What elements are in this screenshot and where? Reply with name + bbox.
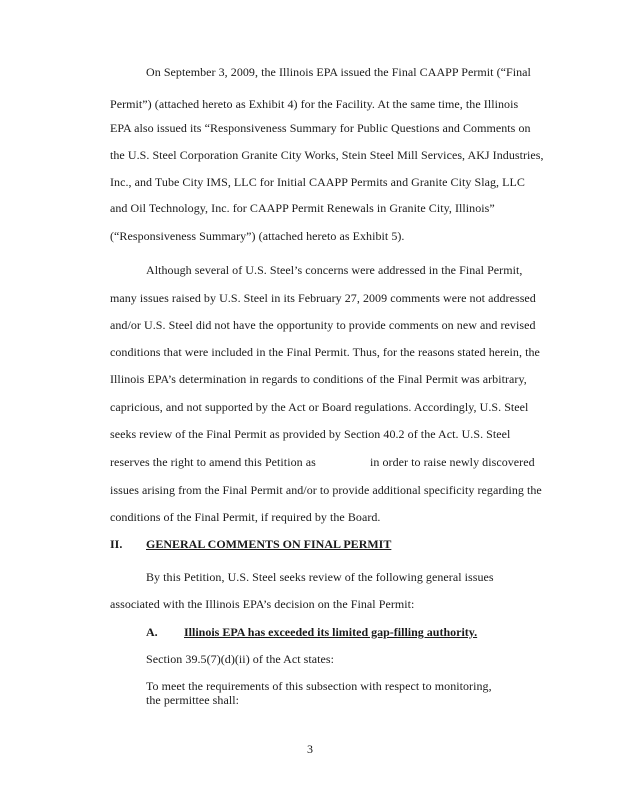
block-quote-line-1: To meet the requirements of this subsection with respect to monitoring, (146, 679, 492, 693)
paragraph-1-line-6: and Oil Technology, Inc. for CAAPP Permit Renewals in Granite City, Illinois” (110, 201, 495, 215)
subheading-letter: A. (146, 625, 158, 639)
paragraph-2-line-6: capricious, and not supported by the Act or Board regulations. Accordingly, U.S. Steel (110, 400, 529, 414)
paragraph-4: Section 39.5(7)(d)(ii) of the Act states: (146, 652, 335, 666)
subheading-title: Illinois EPA has exceeded its limited gap-filling authority. (184, 625, 478, 639)
section-number: II. (110, 537, 123, 551)
paragraph-1-line-4: the U.S. Steel Corporation Granite City Works, Stein Steel Mill Services, AKJ Industries, (110, 148, 544, 162)
paragraph-2-line-9: issues arising from the Final Permit and/or to provide additional specificity regarding the (110, 483, 542, 497)
paragraph-3-line-2: associated with the Illinois EPA’s decision on the Final Permit: (110, 597, 415, 611)
paragraph-2-line-4: conditions that were included in the Final Permit. Thus, for the reasons stated herein, the (110, 345, 540, 359)
paragraph-2-line-1: Although several of U.S. Steel’s concerns were addressed in the Final Permit, (146, 263, 523, 277)
paragraph-3-line-1: By this Petition, U.S. Steel seeks review of the following general issues (146, 570, 494, 584)
block-quote-line-2: the permittee shall: (146, 693, 239, 707)
paragraph-1-line-7: (“Responsiveness Summary”) (attached hereto as Exhibit 5). (110, 229, 405, 243)
paragraph-1-line-2: Permit”) (attached hereto as Exhibit 4) for the Facility. At the same time, the Illinois (110, 97, 519, 111)
paragraph-2-line-2: many issues raised by U.S. Steel in its February 27, 2009 comments were not addressed (110, 291, 536, 305)
paragraph-1-line-1: On September 3, 2009, the Illinois EPA issued the Final CAAPP Permit (“Final (146, 65, 531, 79)
paragraph-2-line-3: and/or U.S. Steel did not have the opportunity to provide comments on new and revised (110, 318, 536, 332)
paragraph-2-line-8-tail: in order to raise newly discovered (370, 455, 535, 469)
paragraph-2-line-5: Illinois EPA’s determination in regards to conditions of the Final Permit was arbitrary, (110, 372, 527, 386)
paragraph-2-line-8: reserves the right to amend this Petition as (110, 455, 316, 469)
paragraph-2-line-10: conditions of the Final Permit, if required by the Board. (110, 510, 381, 524)
section-heading: GENERAL COMMENTS ON FINAL PERMIT (146, 537, 392, 551)
page-number: 3 (307, 742, 313, 756)
paragraph-1-line-3: EPA also issued its “Responsiveness Summary for Public Questions and Comments on (110, 121, 531, 135)
paragraph-2-line-7: seeks review of the Final Permit as provided by Section 40.2 of the Act. U.S. Steel (110, 427, 511, 441)
paragraph-1-line-5: Inc., and Tube City IMS, LLC for Initial CAAPP Permits and Granite City Slag, LLC (110, 175, 525, 189)
